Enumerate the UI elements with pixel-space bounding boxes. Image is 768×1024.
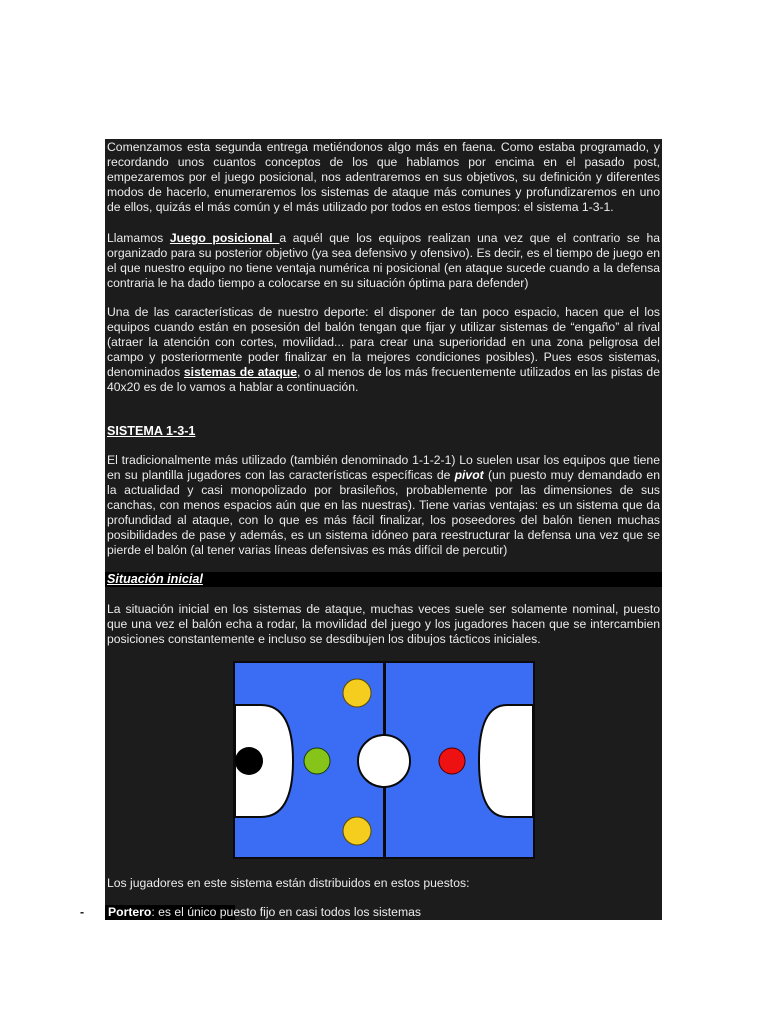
text-segment: El tradicionalmente más utilizado (también denominado 1-1-2-1) Lo suelen usar los equipos que tiene en su plantilla jugadores con las características específicas de <box>107 453 660 482</box>
paragraph-sistemas-ataque <box>107 305 660 395</box>
term-portero: Portero <box>108 905 152 919</box>
player-yellow-bottom-marker <box>343 817 371 845</box>
center-circle <box>358 735 410 787</box>
text-segment: : es el único puesto fijo en casi todos los sistemas <box>151 905 421 919</box>
goalkeeper-marker <box>235 747 263 775</box>
player-yellow-top-marker <box>343 679 371 707</box>
paragraph-puestos: Los jugadores en este sistema están distribuidos en estos puestos: <box>107 876 470 890</box>
paragraph-sistema-131 <box>107 453 660 558</box>
text-segment: (un puesto muy demandado en la actualidad y casi monopolizado por brasileños, probablemente por las dimensiones de sus canchas, con menos espacios aún que en las nuestras). Tiene varias ventajas: es un sistema que da profundidad al ataque, con lo que es más fácil finalizar, los poseedores del balón tienen muchas posibilidades de pase y además, es un sistema idóneo para reestructurar la defensa una vez que se pierde el balón (al tener varias líneas defensivas es más difícil de percutir) <box>107 468 660 557</box>
list-item-text <box>108 905 421 920</box>
term-juego-posicional: Juego posicional <box>169 231 280 245</box>
text-segment: a aquél que los equipos realizan una vez que el contrario se ha organizado para su posterior objetivo (ya sea defensivo y ofensivo). Es decir, es el tiempo de juego en el que nuestro equipo no tiene ventaja numérica ni posicional (en ataque sucede cuando a la defensa contraria le ha dado tiempo a colocarse en su situación óptima para defender) <box>107 231 661 290</box>
text-segment: Una de las características de nuestro deporte: el disponer de tan poco espacio, hacen que el los equipos cuando están en posesión del balón tengan que fijar y utilizar sistemas de “engaño” al rival (atraer la atención con cortes, movilidad... para crear una superioridad en una zona peligrosa del campo y posteriormente poder finalizar en la mejores condiciones posibles). Pues esos sistemas, denominados <box>107 305 660 379</box>
text-segment: , o al menos de los más frecuentemente utilizados en las pistas de 40x20 es de lo vamos a hablar a continuación. <box>107 365 660 394</box>
list-item-portero <box>80 905 662 920</box>
futsal-court-diagram <box>233 661 535 859</box>
heading-situacion-inicial: Situación inicial <box>107 572 203 586</box>
list-dash: - <box>80 905 85 919</box>
heading-sistema-131: SISTEMA 1-3-1 <box>107 424 196 438</box>
paragraph-situacion-inicial: La situación inicial en los sistemas de ataque, muchas veces suele ser solamente nominal, puesto que una vez el balón echa a rodar, la movilidad del juego y los jugadores hacen que se intercambien posiciones constantemente e incluso se desdibujen los dibujos tácticos iniciales. <box>107 602 660 646</box>
text-segment: Llamamos <box>107 231 170 245</box>
paragraph-juego-posicional <box>107 231 660 291</box>
player-red-marker <box>439 748 465 774</box>
term-sistemas-ataque: sistemas de ataque <box>183 365 298 379</box>
right-penalty-area <box>479 705 533 817</box>
paragraph-intro: Comenzamos esta segunda entrega metiéndonos algo más en faena. Como estaba programado, y recordando unos cuantos conceptos de los que hablamos por encima en el pasado post, empezaremos por el juego posicional, nos adentraremos en sus objetivos, su definición y diferentes modos de hacerlo, enumeraremos los sistemas de ataque más comunes y profundizaremos en uno de ellos, quizás el más común y el más utilizado por todos en estos tiempos: el sistema 1-3-1. <box>107 140 660 214</box>
player-green-marker <box>304 748 330 774</box>
term-pivot: pivot <box>454 468 484 482</box>
